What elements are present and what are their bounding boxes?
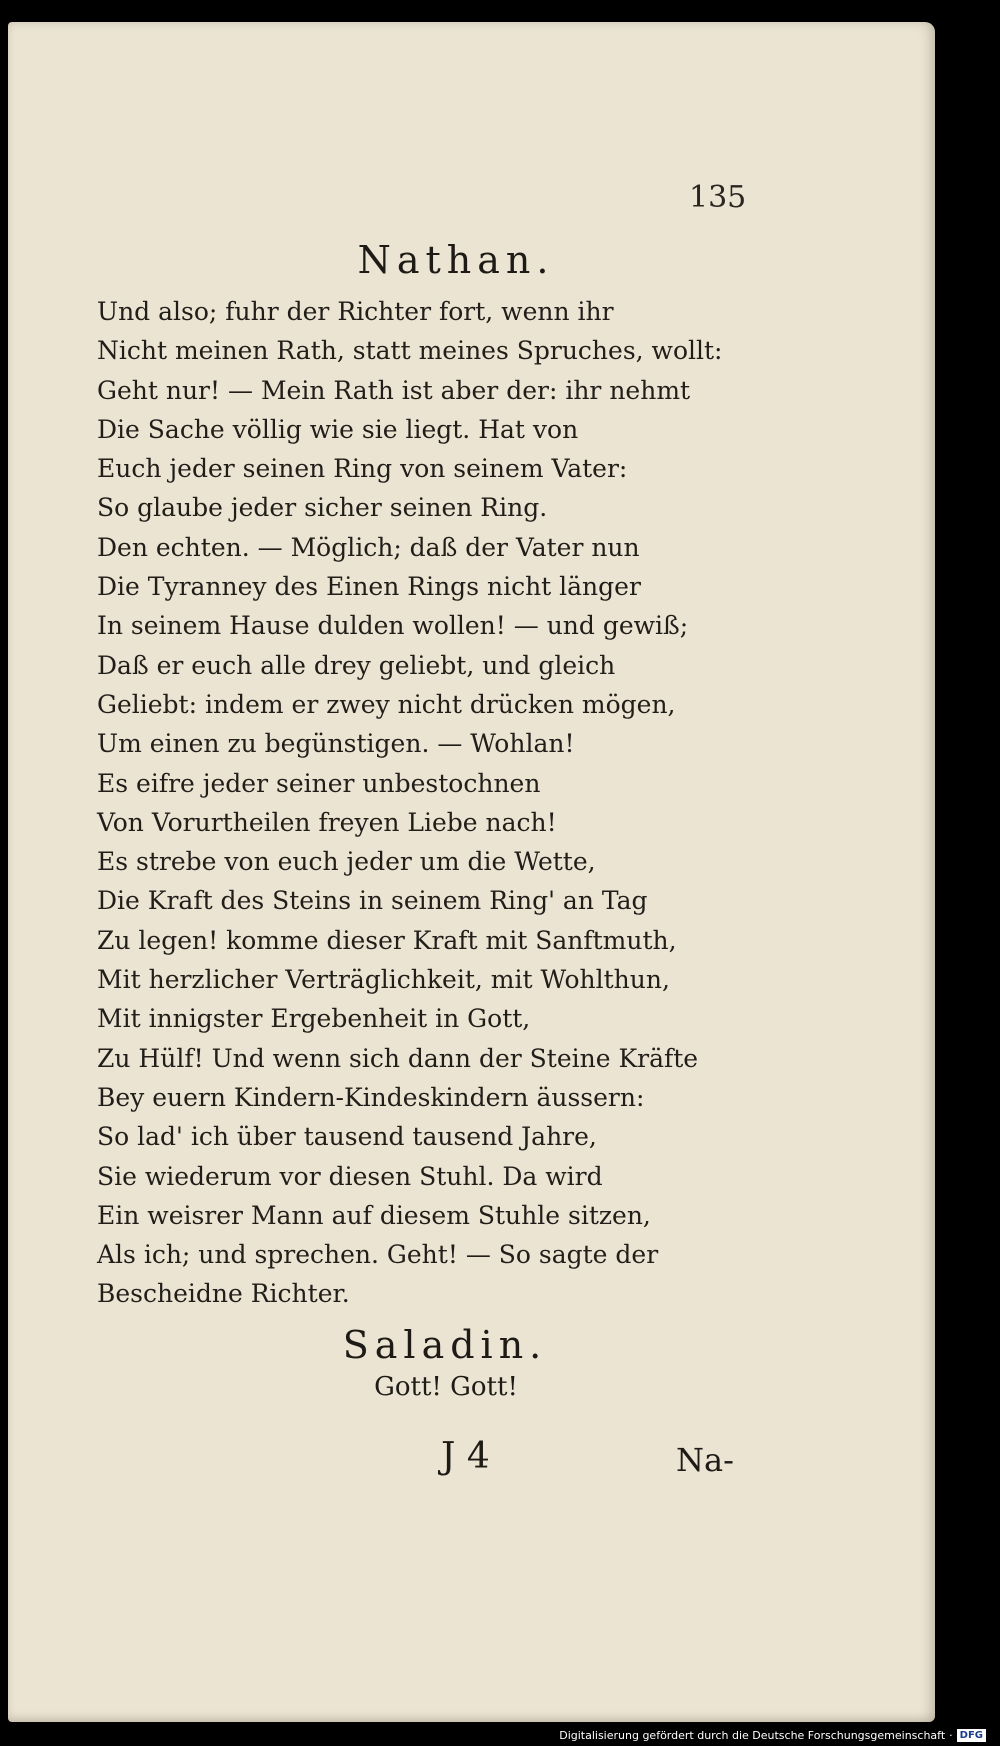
verse-line: Zu Hülf! Und wenn sich dann der Steine Kräfte (97, 1043, 699, 1073)
footer-credit (559, 1729, 986, 1742)
saladin-line: Gott! Gott! (374, 1372, 518, 1402)
verse-line: Geliebt: indem er zwey nicht drücken mögen, (97, 689, 676, 719)
footer-credit-text: Digitalisierung gefördert durch die Deutsche Forschungsgemeinschaft (559, 1729, 946, 1742)
verse-line: Es eifre jeder seiner unbestochnen (97, 768, 541, 798)
catchword: Na- (676, 1441, 734, 1479)
verse-line: Und also; fuhr der Richter fort, wenn ihr (97, 297, 614, 326)
speaker-heading-nathan: Nathan. (357, 238, 555, 282)
verse-line: Als ich; und sprechen. Geht! — So sagte der (97, 1240, 659, 1270)
verse-line: So lad' ich über tausend tausend Jahre, (97, 1122, 597, 1152)
footer-separator: · (949, 1729, 953, 1742)
speaker-heading-saladin: Saladin. (342, 1323, 548, 1367)
verse-line: Um einen zu begünstigen. — Wohlan! (97, 729, 575, 759)
verse-line: Nicht meinen Rath, statt meines Spruches, wollt: (97, 336, 723, 366)
verse-line: Ein weisrer Mann auf diesem Stuhle sitzen, (97, 1200, 651, 1230)
verse-line: Die Sache völlig wie sie liegt. Hat von (97, 414, 579, 444)
verse-line: So glaube jeder sicher seinen Ring. (97, 493, 548, 523)
verse-line: Von Vorurtheilen freyen Liebe nach! (97, 807, 557, 837)
verse-line: Es strebe von euch jeder um die Wette, (97, 847, 596, 877)
verse-line: Den echten. — Möglich; daß der Vater nun (97, 532, 640, 562)
verse-line: Sie wiederum vor diesen Stuhl. Da wird (97, 1161, 603, 1191)
signature-mark: J 4 (441, 1436, 490, 1477)
verse-line: Mit herzlicher Verträglichkeit, mit Wohlthun, (97, 965, 670, 995)
page-number: 135 (689, 180, 747, 215)
verse-block (97, 292, 737, 1314)
verse-line: Geht nur! — Mein Rath ist aber der: ihr nehmt (97, 375, 691, 405)
verse-line: Daß er euch alle drey geliebt, und gleich (97, 650, 616, 680)
verse-line: In seinem Hause dulden wollen! — und gewiß; (97, 611, 689, 641)
dfg-logo: DFG (957, 1729, 986, 1742)
verse-line: Bescheidne Richter. (97, 1279, 350, 1309)
verse-line: Euch jeder seinen Ring von seinem Vater: (97, 454, 628, 484)
verse-line: Mit innigster Ergebenheit in Gott, (97, 1004, 531, 1034)
verse-line: Die Tyranney des Einen Rings nicht länger (97, 572, 641, 602)
verse-line: Bey euern Kindern-Kindeskindern äussern: (97, 1082, 645, 1112)
verse-line: Die Kraft des Steins in seinem Ring' an Tag (97, 886, 648, 916)
verse-line: Zu legen! komme dieser Kraft mit Sanftmuth, (97, 925, 677, 955)
